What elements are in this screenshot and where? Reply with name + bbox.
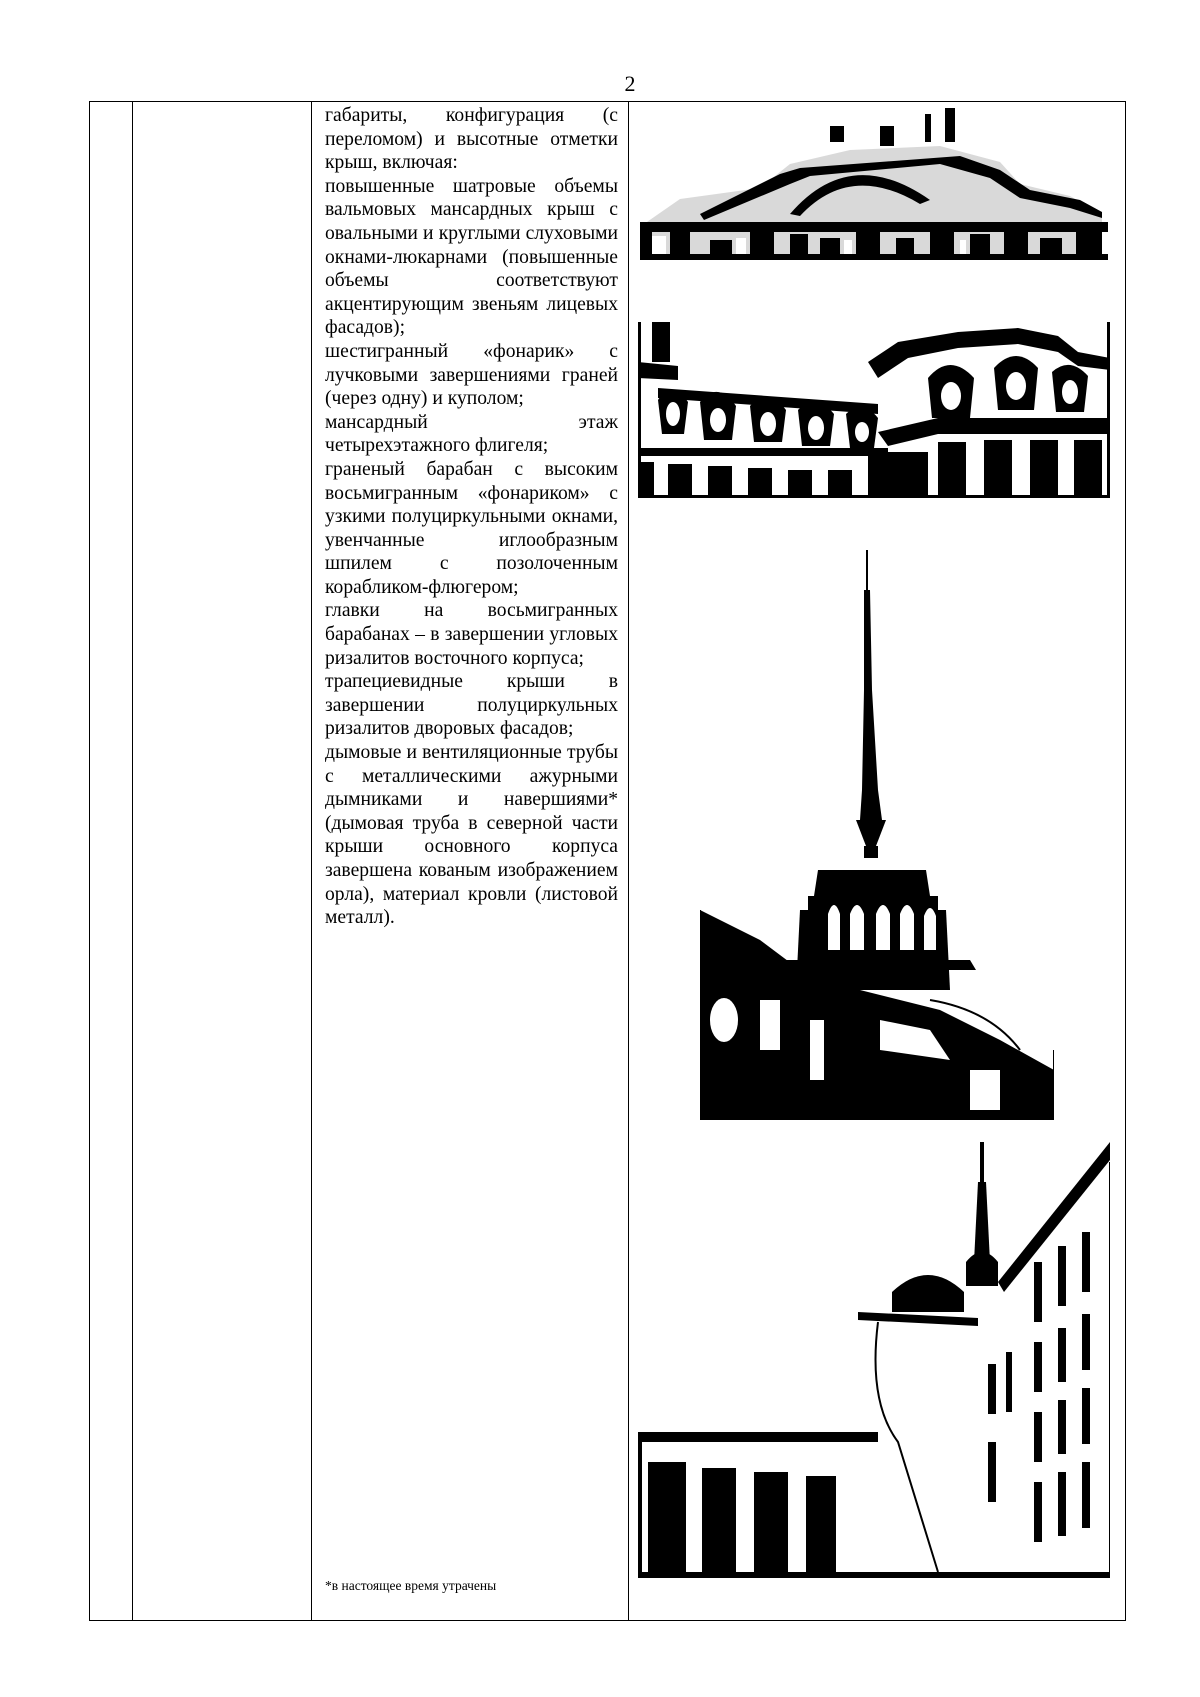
page-number: 2	[624, 71, 636, 96]
photo-courtyard-tower	[638, 1142, 1110, 1578]
description-paragraph: шестигранный «фонарик» с лучковыми завершениями граней (через одну) и куполом;	[325, 340, 618, 410]
description-paragraph: граненый барабан с высоким восьмигранным «фонариком» с узкими полуциркульными окнами, увенчанные иглообразным шпилем с позолоченным корабликом-флюгером;	[325, 458, 618, 598]
description-paragraph: мансардный этаж четырехэтажного флигеля;	[325, 411, 618, 457]
description-text	[312, 102, 628, 930]
footnote: *в настоящее время утрачены	[325, 1578, 497, 1593]
description-paragraph: дымовые и вентиляционные трубы с металлическими ажурными дымниками и навершиями* (дымовая труба в северной части крыши основного корпуса завершена кованым изображением орла), материал кровли (листовой металл).	[325, 742, 618, 929]
description-paragraph: трапециевидные крыши в завершении полуциркульных ризалитов дворовых фасадов;	[325, 671, 618, 740]
table-cell-description	[312, 102, 629, 1621]
description-paragraph: повышенные шатровые объемы вальмовых мансардных крыш с овальными и круглыми слуховыми окнами-люкарнами (повышенные объемы соответствуют акцентирующим звеньям лицевых фасадов);	[325, 175, 618, 339]
table-cell-number	[90, 102, 133, 1621]
description-paragraph: главки на восьмигранных барабанах – в завершении угловых ризалитов восточного корпуса;	[325, 600, 618, 669]
description-paragraph: габариты, конфигурация (с переломом) и высотные отметки крыш, включая:	[325, 105, 618, 174]
photo-mansard-roof	[640, 104, 1108, 260]
photo-spire-lantern	[700, 550, 1054, 1120]
photo-roof-dormers	[638, 322, 1110, 498]
table-cell-object	[133, 102, 312, 1621]
